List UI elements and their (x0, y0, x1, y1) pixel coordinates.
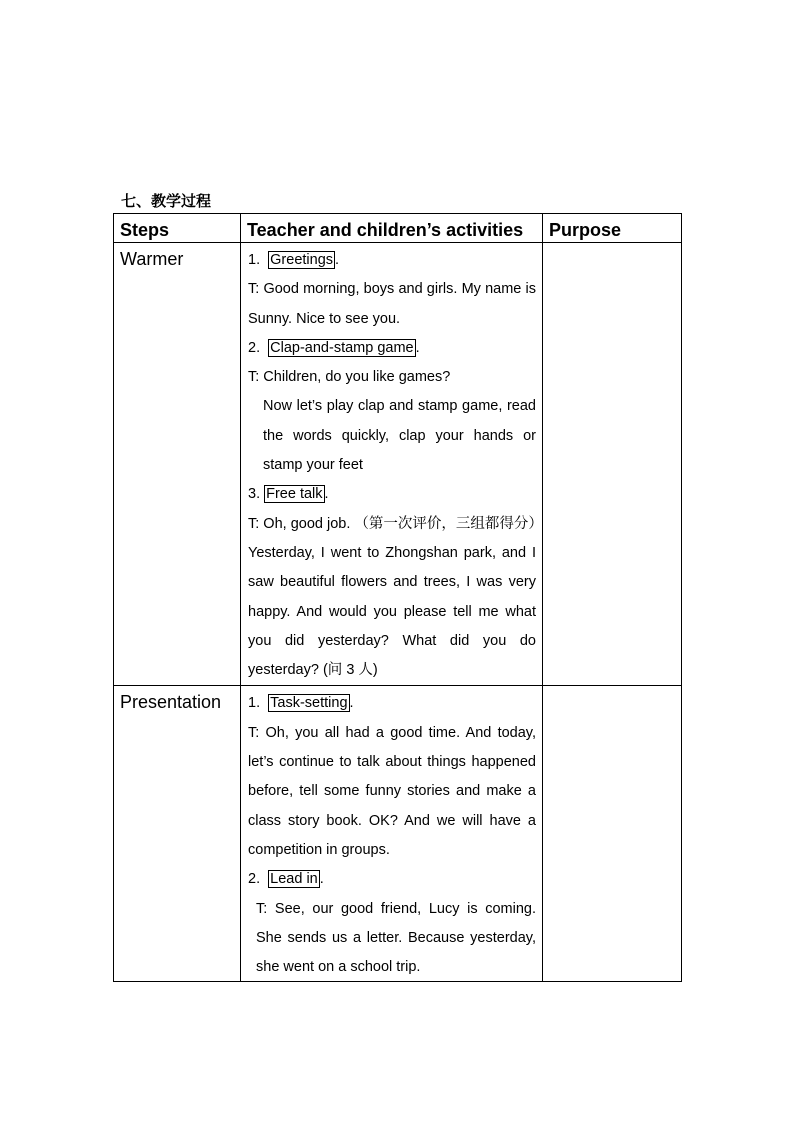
activity-text: T: See, our good friend, Lucy is coming. She sends us a letter. Because yesterday, she went on a school trip. (256, 900, 536, 976)
activity-text: Yesterday, I went to Zhongshan park, and I saw beautiful flowers and trees, I was very happy. And would you please tell me what you did yesterday? What did you do yesterday? (问 3 人) (248, 544, 536, 679)
table-row-warmer (114, 243, 682, 686)
table-header-row (114, 214, 682, 243)
activities-cell-warmer (241, 243, 543, 686)
step-cell-warmer (114, 243, 241, 686)
teaching-process-table (113, 213, 682, 982)
boxed-label-task-setting: Task-setting (270, 695, 348, 712)
boxed-label-free-talk: Free talk (266, 486, 323, 503)
step-cell-presentation (114, 686, 241, 982)
activity-text: T: Children, do you like games? (248, 369, 451, 386)
purpose-cell-presentation (543, 686, 682, 982)
boxed-label-greetings: Greetings (270, 252, 334, 268)
boxed-label-lead-in: Lead in (270, 871, 318, 888)
activity-item: 2. Lead in . (248, 871, 324, 888)
header-activities: Teacher and children’s activities (241, 214, 543, 243)
step-name-warmer: Warmer (120, 249, 184, 269)
section-heading: 七、教学过程 (121, 192, 212, 210)
activity-item: 1. Greetings . (248, 252, 340, 268)
boxed-label-clap-and-stamp: Clap-and-stamp game (270, 339, 414, 356)
header-steps: Steps (114, 214, 241, 243)
activity-text: Now let’s play clap and stamp game, read the words quickly, clap your hands or stamp your feet (263, 398, 536, 474)
activities-cell-presentation (241, 686, 543, 982)
activity-text: T: Good morning, boys and girls. My name is Sunny. Nice to see you. (248, 281, 536, 327)
step-name-presentation: Presentation (120, 692, 222, 713)
activity-text: T: Oh, you all had a good time. And today, let’s continue to talk about things happened before, tell some funny stories and make a class story book. OK? And we will have a competition in groups. (248, 724, 536, 858)
purpose-cell-warmer (543, 243, 682, 686)
activity-item: 1. Task-setting . (248, 695, 354, 712)
table-row-presentation (114, 686, 682, 982)
activity-item: 3. Free talk . (248, 486, 329, 503)
header-purpose: Purpose (543, 214, 682, 243)
activity-item: 2. Clap-and-stamp game . (248, 339, 420, 356)
activity-text: T: Oh, good job. （第一次评价，三组都得分） (248, 515, 543, 532)
